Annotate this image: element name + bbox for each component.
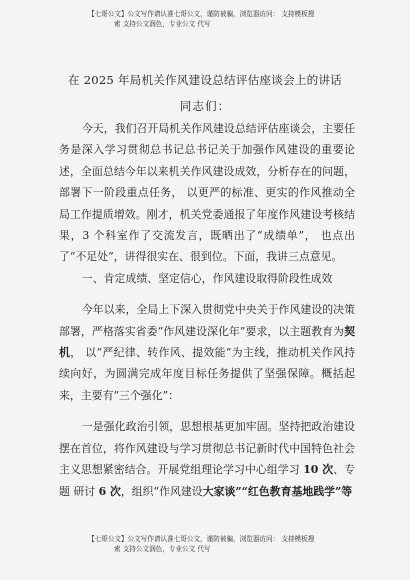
paragraph-guidance-text-a: 一是强化政治引领，思想根基更加牢固。坚持把政治建设摆在首位，将作风建设与学习贯彻总书记新时代中国特色社会主义思想紧密结合。开展党组理论学习中心组学习 [59, 420, 355, 477]
paragraph-achievements [59, 299, 355, 406]
paragraph-political-guidance [59, 416, 355, 502]
banner-line-1: 【七哥公文】公文写作请认准七哥公文，谨防被骗，浏览器访问： 支持模板搜 [88, 10, 315, 18]
paragraph-achievements-text-c: ， 以“严纪律、转作风、提效能”为主线，推动机关作风持续向好，为圆满完成年度目标任务提供了坚强保障。概括起来，主要有“三个强化”： [59, 346, 355, 402]
paragraph-guidance-text-c: 、专题 研讨 [59, 463, 355, 498]
paragraph-achievements-text-a: 今年以来，全局上下深入贯彻党中央关于作风建设的决策部署，严格落实省委“作风建设深化年”要求，以主题教育为 [59, 303, 355, 338]
banner-line-2: 索 支持公文润色，专业公文 代写 [114, 20, 211, 28]
paragraph-guidance-text-g: ”“红色教育基地践学”等 [235, 484, 353, 498]
emphasis-opportunity: 契机 [59, 324, 355, 360]
document-body [59, 118, 355, 502]
salutation: 同志们： [179, 99, 231, 113]
paragraph-intro: 今天，我们召开局机关作风建设总结评估座谈会，主要任务是深入学习贯彻总书记总书记关于加强作风建设的重要论述，全面总结今年以来机关作风建设成效，分析存在的问题，部署下一阶段重点任务， 以更严的标准、更实的作风推动全局工作提质增效。刚才，机关党委通报了年度作风建设考核结果，3 个科室作了交流发言，既晒出了“成绩单”， 也点出了“不足处”，讲得很实在、很到位。下面，我讲三点意见。 [59, 122, 355, 264]
watermark-banner-top [88, 9, 328, 29]
watermark-banner-bottom [88, 534, 328, 554]
document-title: 在 2025 年局机关作风建设总结评估座谈会上的讲话 [68, 73, 342, 87]
section-heading-1: 一、肯定成绩、坚定信心，作风建设取得阶段性成效 [81, 271, 333, 285]
emphasis-seminar-count: 6 次 [98, 484, 121, 498]
paragraph-guidance-text-e: ，组织“作风建设 [120, 484, 203, 498]
emphasis-study-count: 10 次 [303, 463, 334, 477]
emphasis-discussion: 大家谈 [202, 484, 236, 498]
banner-line-2-bottom: 索 支持公文润色，专业公文 代写 [114, 545, 211, 553]
banner-line-1-bottom: 【七哥公文】公文写作请认准七哥公文，谨防被骗，浏览器访问： 支持模板搜 [88, 535, 315, 543]
